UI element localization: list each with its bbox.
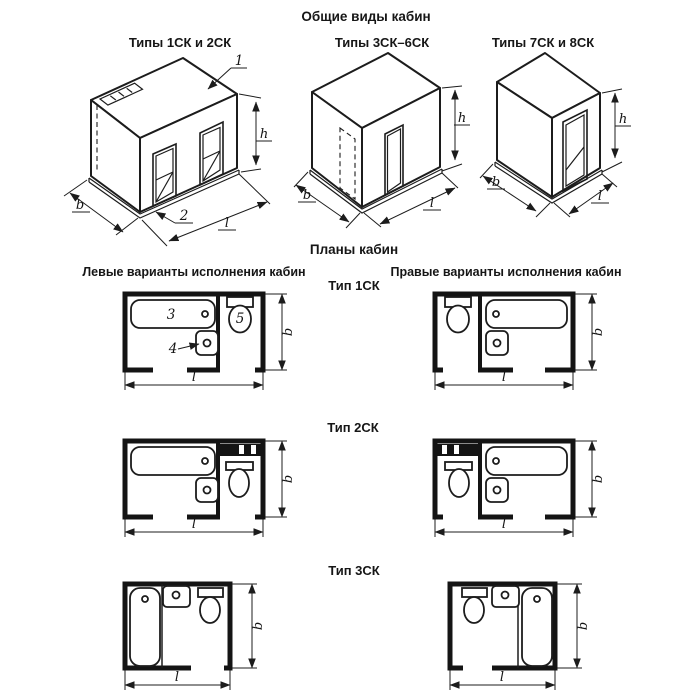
- toilet-shape: [226, 462, 253, 497]
- toilet-shape: [462, 588, 487, 623]
- isometric-view-1: [50, 52, 290, 248]
- width-dimension: [557, 584, 591, 668]
- right-variants-header: Правые варианты исполнения кабин: [390, 265, 622, 279]
- callout-5-label: 5: [235, 311, 245, 327]
- toilet-shape: [198, 588, 223, 623]
- length-dimension: [435, 517, 573, 537]
- callout-4-label: 4: [168, 341, 178, 357]
- washbasin-shape: [486, 331, 508, 355]
- plan-3sk-right: [440, 578, 595, 700]
- toilet-shape: [445, 297, 471, 333]
- vent-block: [437, 444, 479, 456]
- washbasin-shape: [486, 478, 508, 502]
- width-dim-label: b: [491, 175, 501, 190]
- bathtub-shape: [522, 588, 552, 666]
- width-dim-label: b: [281, 474, 296, 484]
- washbasin-shape: [492, 586, 519, 607]
- width-dimension: [265, 441, 296, 517]
- plans-section-title: Планы кабин: [309, 242, 399, 257]
- washbasin-shape: [196, 478, 218, 502]
- plan-1sk-right: [425, 288, 610, 402]
- length-dim-label: l: [499, 670, 505, 685]
- length-dim-label: l: [174, 670, 180, 685]
- view3-label: Типы 7СК и 8СК: [491, 35, 595, 50]
- figure-title: Общие виды кабин: [301, 9, 431, 24]
- view2-label: Типы 3СК–6СК: [334, 35, 430, 50]
- length-dim-label: l: [429, 196, 435, 211]
- bathtub-shape: [131, 447, 215, 475]
- callout-roof-panel: [208, 53, 247, 89]
- width-dimension: [232, 584, 266, 668]
- length-dimension: [125, 517, 263, 537]
- height-dim-label: h: [259, 127, 269, 142]
- bathtub-shape: [486, 300, 567, 328]
- length-dim-label: l: [191, 517, 197, 532]
- plan-3sk-left: [115, 578, 270, 700]
- row-label-type-3sk: Тип 3СК: [328, 563, 380, 578]
- width-dim-label: b: [591, 327, 606, 337]
- length-dim-label: l: [597, 189, 603, 204]
- length-dim-label: l: [224, 216, 230, 231]
- height-dimension: [442, 86, 470, 171]
- bathtub-shape: [486, 447, 567, 475]
- length-dim-label: l: [501, 370, 507, 385]
- plan-2sk-left: [115, 433, 300, 551]
- width-dimension: [575, 294, 606, 370]
- width-dim-label: b: [281, 327, 296, 337]
- length-dimension: [450, 670, 555, 690]
- view1-label: Типы 1СК и 2СК: [128, 35, 232, 50]
- length-dimension: [435, 370, 573, 390]
- callout-base-panel: [156, 208, 193, 224]
- width-dim-label: b: [75, 198, 85, 213]
- callout-2-label: 2: [179, 208, 189, 224]
- toilet-shape: [445, 462, 472, 497]
- isometric-view-2: [290, 52, 480, 238]
- height-dim-label: h: [618, 112, 628, 127]
- width-dim-label: b: [576, 621, 591, 631]
- row-label-type-1sk: Тип 1СК: [328, 278, 380, 293]
- isometric-view-3: [475, 52, 675, 242]
- washbasin-shape: [196, 331, 218, 355]
- height-dim-label: h: [457, 111, 467, 126]
- length-dim-label: l: [191, 370, 197, 385]
- callout-1-label: 1: [234, 53, 244, 69]
- plan-1sk-left: [115, 288, 300, 402]
- length-dimension: [125, 370, 263, 390]
- length-dim-label: l: [501, 517, 507, 532]
- height-dimension: [239, 94, 272, 172]
- vent-block: [219, 444, 261, 456]
- left-variants-header: Левые варианты исполнения кабин: [82, 265, 306, 279]
- callout-3-label: 3: [166, 307, 176, 323]
- height-dimension: [602, 89, 631, 172]
- width-dim-label: b: [251, 621, 266, 631]
- width-dimension: [265, 294, 296, 370]
- width-dim-label: b: [302, 188, 312, 203]
- plan-2sk-right: [425, 433, 610, 551]
- callout-washbasin: [168, 341, 199, 357]
- width-dimension: [575, 441, 606, 517]
- length-dimension: [125, 670, 230, 690]
- row-label-type-2sk: Тип 2СК: [327, 420, 379, 435]
- washbasin-shape: [163, 586, 190, 607]
- bathtub-shape: [130, 588, 160, 666]
- width-dim-label: b: [591, 474, 606, 484]
